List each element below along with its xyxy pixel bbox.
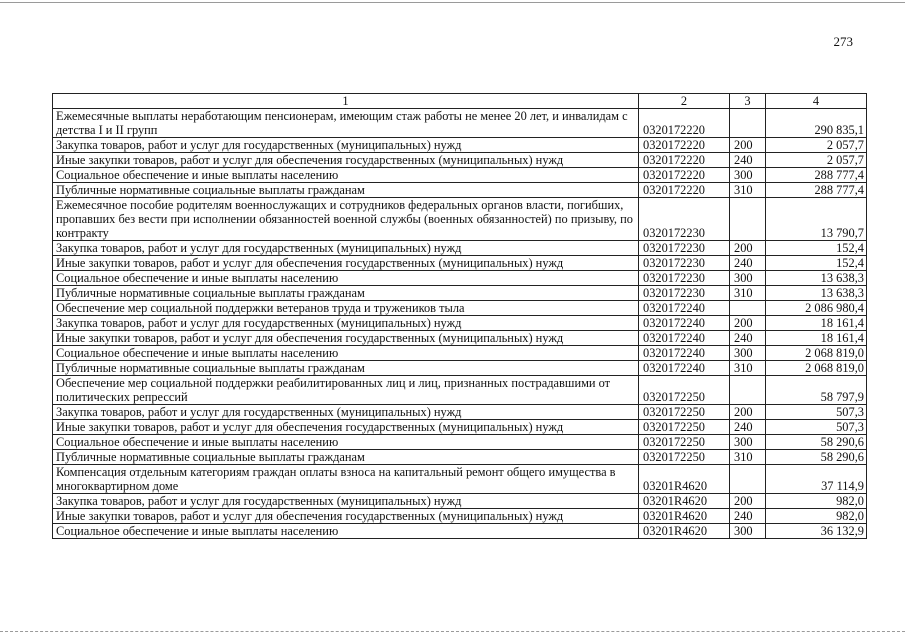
row-name-cell: Закупка товаров, работ и услуг для государственных (муниципальных) нужд [53, 316, 639, 331]
row-type-cell: 240 [730, 256, 766, 271]
row-amount-cell: 152,4 [766, 241, 867, 256]
row-type-cell: 300 [730, 435, 766, 450]
row-name-cell: Иные закупки товаров, работ и услуг для обеспечения государственных (муниципальных) нужд [53, 256, 639, 271]
row-name-cell: Социальное обеспечение и иные выплаты населению [53, 435, 639, 450]
row-type-cell: 310 [730, 450, 766, 465]
row-amount-cell: 2 086 980,4 [766, 301, 867, 316]
row-amount-cell: 2 057,7 [766, 138, 867, 153]
row-amount-cell: 288 777,4 [766, 168, 867, 183]
row-type-cell: 300 [730, 271, 766, 286]
row-name-cell: Иные закупки товаров, работ и услуг для обеспечения государственных (муниципальных) нужд [53, 331, 639, 346]
row-code-cell: 0320172230 [639, 286, 730, 301]
row-amount-cell: 2 057,7 [766, 153, 867, 168]
row-code-cell: 0320172240 [639, 331, 730, 346]
row-type-cell [730, 376, 766, 405]
row-code-cell: 0320172240 [639, 361, 730, 376]
table-row [53, 316, 867, 331]
row-amount-cell: 13 638,3 [766, 271, 867, 286]
row-type-cell: 200 [730, 138, 766, 153]
row-code-cell: 0320172220 [639, 138, 730, 153]
table-row [53, 271, 867, 286]
row-code-cell: 0320172220 [639, 168, 730, 183]
row-code-cell: 0320172250 [639, 450, 730, 465]
row-code-cell: 03201R4620 [639, 465, 730, 494]
row-amount-cell: 58 290,6 [766, 450, 867, 465]
row-type-cell: 240 [730, 420, 766, 435]
row-type-cell: 200 [730, 405, 766, 420]
budget-table-body [53, 94, 867, 539]
table-row [53, 346, 867, 361]
row-amount-cell: 58 290,6 [766, 435, 867, 450]
table-row [53, 256, 867, 271]
row-type-cell: 300 [730, 524, 766, 539]
table-row [53, 509, 867, 524]
row-amount-cell: 290 835,1 [766, 109, 867, 138]
top-edge-line [0, 2, 905, 3]
row-amount-cell: 2 068 819,0 [766, 346, 867, 361]
row-amount-cell: 982,0 [766, 509, 867, 524]
table-row [53, 109, 867, 138]
row-code-cell: 0320172220 [639, 109, 730, 138]
row-name-cell: Публичные нормативные социальные выплаты гражданам [53, 361, 639, 376]
row-type-cell: 310 [730, 183, 766, 198]
table-row [53, 420, 867, 435]
row-amount-cell: 507,3 [766, 420, 867, 435]
row-code-cell: 0320172230 [639, 271, 730, 286]
row-code-cell: 03201R4620 [639, 509, 730, 524]
row-type-cell: 200 [730, 494, 766, 509]
row-amount-cell: 507,3 [766, 405, 867, 420]
row-code-cell: 0320172240 [639, 316, 730, 331]
row-name-cell: Закупка товаров, работ и услуг для государственных (муниципальных) нужд [53, 494, 639, 509]
row-code-cell: 03201R4620 [639, 524, 730, 539]
row-name-cell: Закупка товаров, работ и услуг для государственных (муниципальных) нужд [53, 138, 639, 153]
row-type-cell: 200 [730, 241, 766, 256]
row-type-cell [730, 465, 766, 494]
header-cell-type: 3 [730, 94, 766, 109]
row-code-cell: 0320172250 [639, 376, 730, 405]
row-name-cell: Иные закупки товаров, работ и услуг для обеспечения государственных (муниципальных) нужд [53, 509, 639, 524]
row-name-cell: Социальное обеспечение и иные выплаты населению [53, 524, 639, 539]
row-amount-cell: 13 790,7 [766, 198, 867, 241]
table-row [53, 241, 867, 256]
row-name-cell: Публичные нормативные социальные выплаты гражданам [53, 286, 639, 301]
row-code-cell: 0320172240 [639, 346, 730, 361]
row-name-cell: Ежемесячное пособие родителям военнослужащих и сотрудников федеральных органов власти, погибших, пропавших без вести при исполнении обязанностей военной службы (военных обязанностей) по призыву, по контракту [53, 198, 639, 241]
row-name-cell: Социальное обеспечение и иные выплаты населению [53, 168, 639, 183]
table-row [53, 465, 867, 494]
row-code-cell: 0320172230 [639, 256, 730, 271]
table-row [53, 435, 867, 450]
table-row [53, 183, 867, 198]
row-amount-cell: 982,0 [766, 494, 867, 509]
row-code-cell: 0320172230 [639, 198, 730, 241]
row-code-cell: 0320172250 [639, 435, 730, 450]
row-name-cell: Обеспечение мер социальной поддержки ветеранов труда и тружеников тыла [53, 301, 639, 316]
budget-table [52, 93, 867, 539]
row-type-cell [730, 198, 766, 241]
row-name-cell: Социальное обеспечение и иные выплаты населению [53, 271, 639, 286]
header-cell-code: 2 [639, 94, 730, 109]
row-type-cell: 300 [730, 346, 766, 361]
table-row [53, 361, 867, 376]
table-row [53, 450, 867, 465]
table-row [53, 286, 867, 301]
row-code-cell: 0320172230 [639, 241, 730, 256]
table-row [53, 153, 867, 168]
row-code-cell: 0320172250 [639, 420, 730, 435]
row-name-cell: Закупка товаров, работ и услуг для государственных (муниципальных) нужд [53, 405, 639, 420]
table-row [53, 168, 867, 183]
bottom-edge-line [0, 631, 905, 632]
row-name-cell: Иные закупки товаров, работ и услуг для обеспечения государственных (муниципальных) нужд [53, 153, 639, 168]
row-name-cell: Ежемесячные выплаты неработающим пенсионерам, имеющим стаж работы не менее 20 лет, и инвалидам с детства I и II групп [53, 109, 639, 138]
header-cell-amount: 4 [766, 94, 867, 109]
row-type-cell: 300 [730, 168, 766, 183]
row-amount-cell: 152,4 [766, 256, 867, 271]
row-amount-cell: 13 638,3 [766, 286, 867, 301]
row-code-cell: 0320172220 [639, 153, 730, 168]
table-row [53, 331, 867, 346]
row-type-cell: 310 [730, 286, 766, 301]
table-row [53, 198, 867, 241]
row-name-cell: Закупка товаров, работ и услуг для государственных (муниципальных) нужд [53, 241, 639, 256]
row-name-cell: Иные закупки товаров, работ и услуг для обеспечения государственных (муниципальных) нужд [53, 420, 639, 435]
row-code-cell: 0320172250 [639, 405, 730, 420]
row-type-cell: 240 [730, 153, 766, 168]
page-number: 273 [833, 34, 853, 49]
table-row [53, 301, 867, 316]
row-type-cell: 200 [730, 316, 766, 331]
row-type-cell [730, 301, 766, 316]
table-header-row [53, 94, 867, 109]
table-row [53, 524, 867, 539]
table-row [53, 494, 867, 509]
row-amount-cell: 2 068 819,0 [766, 361, 867, 376]
row-type-cell: 240 [730, 331, 766, 346]
header-cell-name: 1 [53, 94, 639, 109]
row-amount-cell: 58 797,9 [766, 376, 867, 405]
row-name-cell: Публичные нормативные социальные выплаты гражданам [53, 183, 639, 198]
row-type-cell [730, 109, 766, 138]
row-code-cell: 0320172240 [639, 301, 730, 316]
row-code-cell: 03201R4620 [639, 494, 730, 509]
row-code-cell: 0320172220 [639, 183, 730, 198]
row-amount-cell: 37 114,9 [766, 465, 867, 494]
row-amount-cell: 18 161,4 [766, 316, 867, 331]
table-row [53, 138, 867, 153]
row-name-cell: Компенсация отдельным категориям граждан оплаты взноса на капитальный ремонт общего имущества в многоквартирном доме [53, 465, 639, 494]
row-type-cell: 240 [730, 509, 766, 524]
row-name-cell: Публичные нормативные социальные выплаты гражданам [53, 450, 639, 465]
row-amount-cell: 36 132,9 [766, 524, 867, 539]
row-name-cell: Обеспечение мер социальной поддержки реабилитированных лиц и лиц, признанных пострадавшими от политических репрессий [53, 376, 639, 405]
row-type-cell: 310 [730, 361, 766, 376]
table-row [53, 405, 867, 420]
table-row [53, 376, 867, 405]
row-amount-cell: 18 161,4 [766, 331, 867, 346]
row-amount-cell: 288 777,4 [766, 183, 867, 198]
row-name-cell: Социальное обеспечение и иные выплаты населению [53, 346, 639, 361]
